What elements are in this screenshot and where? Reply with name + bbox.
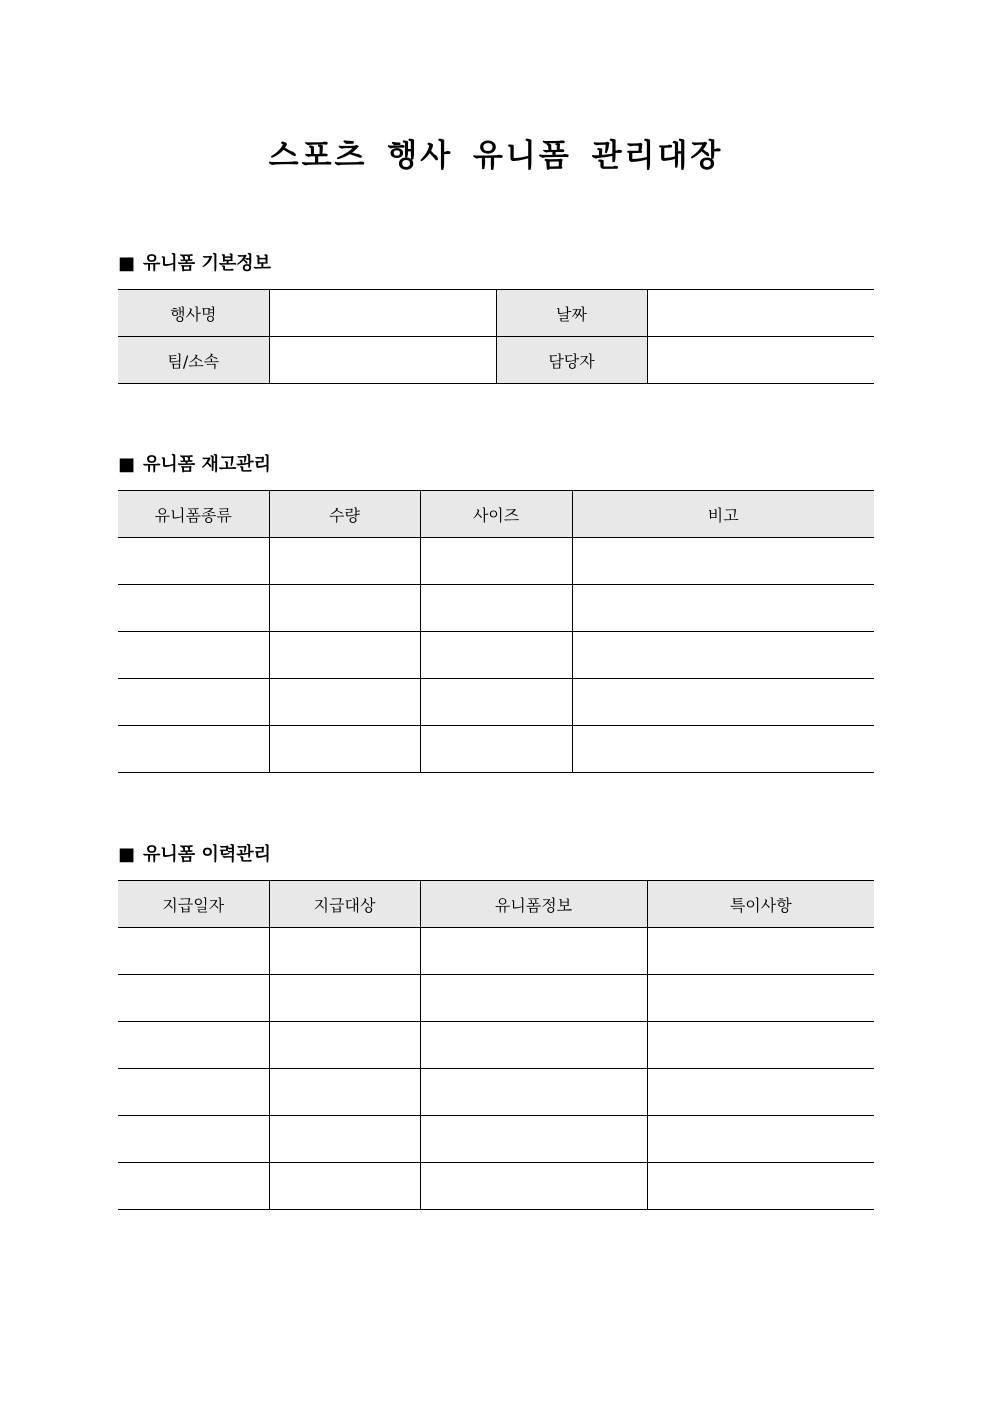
table-header-row bbox=[118, 491, 874, 538]
table-cell[interactable] bbox=[118, 679, 269, 726]
table-row bbox=[118, 538, 874, 585]
column-header-uniform-type: 유니폼종류 bbox=[118, 491, 269, 538]
table-cell[interactable] bbox=[572, 632, 874, 679]
table-cell[interactable] bbox=[118, 726, 269, 773]
column-header-issue-date: 지급일자 bbox=[118, 881, 269, 928]
event-name-label: 행사명 bbox=[118, 290, 269, 337]
table-cell[interactable] bbox=[269, 928, 420, 975]
table-row bbox=[118, 1116, 874, 1163]
table-cell[interactable] bbox=[420, 1069, 647, 1116]
table-row bbox=[118, 1069, 874, 1116]
table-cell[interactable] bbox=[420, 538, 572, 585]
column-header-size: 사이즈 bbox=[420, 491, 572, 538]
table-cell[interactable] bbox=[118, 632, 269, 679]
table-cell[interactable] bbox=[269, 1163, 420, 1210]
team-label: 팀/소속 bbox=[118, 337, 269, 384]
table-cell[interactable] bbox=[647, 1163, 874, 1210]
table-cell[interactable] bbox=[269, 538, 420, 585]
table-cell[interactable] bbox=[269, 1069, 420, 1116]
section-heading-label: 유니폼 기본정보 bbox=[143, 253, 271, 274]
table-cell[interactable] bbox=[420, 1022, 647, 1069]
square-bullet-icon: ■ bbox=[118, 454, 136, 475]
table-cell[interactable] bbox=[118, 1116, 269, 1163]
table-row bbox=[118, 679, 874, 726]
table-cell[interactable] bbox=[572, 726, 874, 773]
table-cell[interactable] bbox=[269, 1116, 420, 1163]
team-field[interactable] bbox=[269, 337, 496, 384]
square-bullet-icon: ■ bbox=[118, 253, 136, 274]
table-cell[interactable] bbox=[572, 679, 874, 726]
table-cell[interactable] bbox=[420, 585, 572, 632]
square-bullet-icon: ■ bbox=[118, 844, 136, 865]
table-row bbox=[118, 726, 874, 773]
table-cell[interactable] bbox=[647, 1069, 874, 1116]
table-row bbox=[118, 1163, 874, 1210]
history-table bbox=[118, 880, 874, 1210]
event-name-field[interactable] bbox=[269, 290, 496, 337]
table-cell[interactable] bbox=[647, 1022, 874, 1069]
table-cell[interactable] bbox=[269, 1022, 420, 1069]
table-row bbox=[118, 975, 874, 1022]
table-cell[interactable] bbox=[420, 679, 572, 726]
basic-info-table bbox=[118, 289, 874, 384]
table-row bbox=[118, 1022, 874, 1069]
table-row bbox=[118, 632, 874, 679]
table-cell[interactable] bbox=[118, 975, 269, 1022]
section-heading-label: 유니폼 재고관리 bbox=[143, 454, 271, 475]
table-cell[interactable] bbox=[572, 538, 874, 585]
stock-table bbox=[118, 490, 874, 773]
column-header-recipient: 지급대상 bbox=[269, 881, 420, 928]
table-cell[interactable] bbox=[420, 726, 572, 773]
section-heading-history bbox=[118, 843, 271, 867]
table-cell[interactable] bbox=[420, 632, 572, 679]
table-cell[interactable] bbox=[118, 1163, 269, 1210]
table-cell[interactable] bbox=[118, 1022, 269, 1069]
column-header-quantity: 수량 bbox=[269, 491, 420, 538]
table-cell[interactable] bbox=[269, 975, 420, 1022]
manager-field[interactable] bbox=[647, 337, 874, 384]
section-heading-stock bbox=[118, 453, 271, 477]
table-cell[interactable] bbox=[647, 975, 874, 1022]
table-cell[interactable] bbox=[420, 975, 647, 1022]
table-cell[interactable] bbox=[420, 1116, 647, 1163]
table-cell[interactable] bbox=[647, 928, 874, 975]
table-row bbox=[118, 585, 874, 632]
table-row bbox=[118, 290, 874, 337]
date-label: 날짜 bbox=[496, 290, 647, 337]
table-cell[interactable] bbox=[118, 538, 269, 585]
table-cell[interactable] bbox=[269, 679, 420, 726]
manager-label: 담당자 bbox=[496, 337, 647, 384]
table-cell[interactable] bbox=[572, 585, 874, 632]
page-title: 스포츠 행사 유니폼 관리대장 bbox=[268, 138, 724, 174]
column-header-notes: 특이사항 bbox=[647, 881, 874, 928]
table-cell[interactable] bbox=[269, 632, 420, 679]
table-cell[interactable] bbox=[118, 585, 269, 632]
table-row bbox=[118, 337, 874, 384]
table-cell[interactable] bbox=[269, 726, 420, 773]
table-cell[interactable] bbox=[118, 1069, 269, 1116]
table-cell[interactable] bbox=[269, 585, 420, 632]
table-header-row bbox=[118, 881, 874, 928]
table-row bbox=[118, 928, 874, 975]
table-cell[interactable] bbox=[647, 1116, 874, 1163]
section-heading-label: 유니폼 이력관리 bbox=[143, 844, 271, 865]
table-cell[interactable] bbox=[118, 928, 269, 975]
column-header-remarks: 비고 bbox=[572, 491, 874, 538]
date-field[interactable] bbox=[647, 290, 874, 337]
table-cell[interactable] bbox=[420, 1163, 647, 1210]
section-heading-basic-info bbox=[118, 252, 271, 276]
column-header-uniform-info: 유니폼정보 bbox=[420, 881, 647, 928]
table-cell[interactable] bbox=[420, 928, 647, 975]
